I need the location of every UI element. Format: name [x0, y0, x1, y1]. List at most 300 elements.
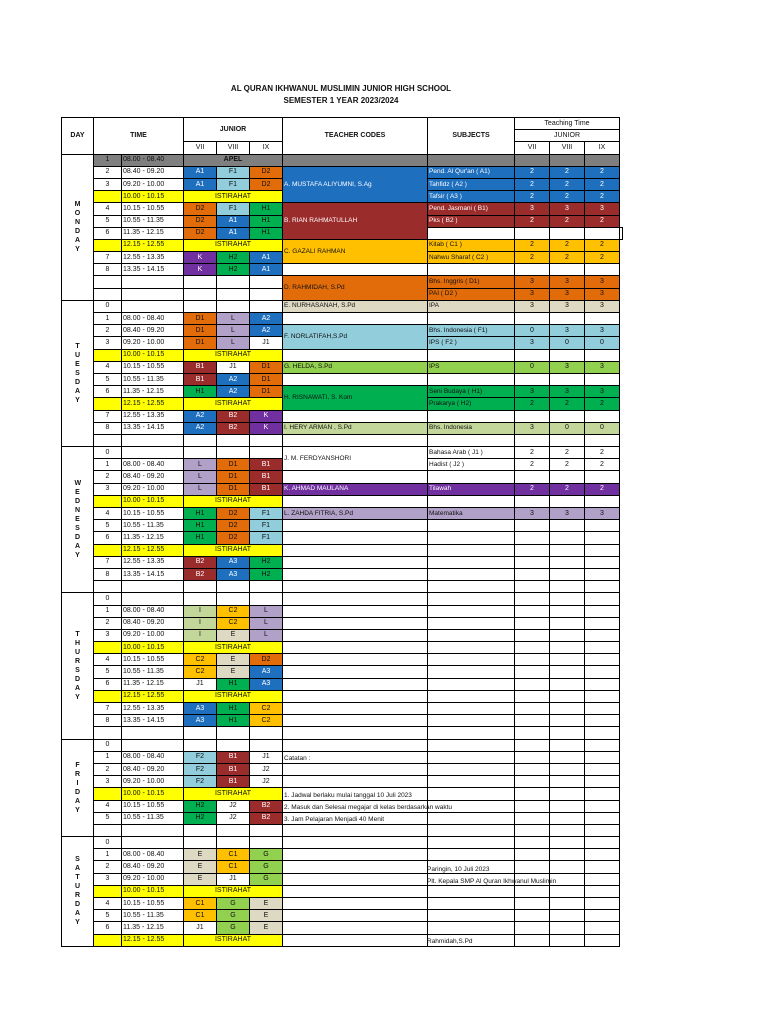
- teaching-hours: [550, 861, 585, 873]
- break-time: 10.00 - 10.15: [122, 788, 184, 800]
- class-cell: H2: [184, 800, 217, 812]
- teaching-hours: [515, 885, 550, 897]
- teaching-hours: [550, 495, 585, 507]
- schedule-row: [62, 922, 623, 934]
- class-cell: L: [217, 313, 250, 325]
- break-time: 12.15 - 12.55: [122, 398, 184, 410]
- class-cell: H2: [217, 264, 250, 276]
- teaching-hours: [550, 885, 585, 897]
- subject-cell: [428, 763, 515, 775]
- teaching-hours: 2: [515, 447, 550, 459]
- teaching-hours: [550, 678, 585, 690]
- schedule-row: [62, 300, 623, 312]
- class-cell: A2: [250, 313, 283, 325]
- class-cell: H1: [217, 715, 250, 727]
- class-cell: H2: [217, 252, 250, 264]
- teaching-hours: [550, 800, 585, 812]
- subject-cell: [428, 520, 515, 532]
- class-cell: J1: [184, 922, 217, 934]
- teacher-code: G. HELDA, S.Pd: [283, 361, 428, 373]
- period-time: 08.00 - 08.40: [122, 459, 184, 471]
- teaching-hours: [585, 788, 620, 800]
- teacher-code: A. MUSTAFA ALIYUMNI, S.Ag: [283, 166, 428, 203]
- schedule-row: [62, 568, 623, 580]
- subject-cell: [428, 264, 515, 276]
- subject-cell: Tafsir ( A3 ): [428, 191, 515, 203]
- teaching-hours: [550, 666, 585, 678]
- class-cell: L: [184, 483, 217, 495]
- class-cell: [217, 727, 250, 739]
- tt-viii-header: VIII: [550, 142, 585, 154]
- class-cell: F1: [250, 508, 283, 520]
- class-cell: E: [184, 849, 217, 861]
- class-cell: B2: [250, 812, 283, 824]
- period-number: 4: [94, 361, 122, 373]
- signature-place-date: Paringin, 10 Juli 2023: [427, 866, 490, 873]
- teaching-hours: 2: [550, 447, 585, 459]
- teaching-hours: 2: [550, 215, 585, 227]
- class-cell: A1: [184, 178, 217, 190]
- teacher-code: [283, 739, 428, 751]
- period-time: [122, 593, 184, 605]
- teaching-hours: 2: [585, 447, 620, 459]
- teaching-hours: [515, 910, 550, 922]
- teaching-hours: [550, 690, 585, 702]
- teaching-hours: 3: [515, 203, 550, 215]
- break-label: ISTIRAHAT: [184, 398, 283, 410]
- period-number: 0: [94, 739, 122, 751]
- schedule-row: [62, 593, 623, 605]
- period-number: 8: [94, 715, 122, 727]
- teaching-hours: 2: [515, 191, 550, 203]
- teaching-hours: [515, 934, 550, 946]
- period-number: [94, 690, 122, 702]
- teaching-hours: [550, 568, 585, 580]
- teaching-hours: [585, 556, 620, 568]
- teaching-hours: [515, 678, 550, 690]
- schedule-row: [62, 361, 623, 373]
- schedule-row: [62, 447, 623, 459]
- day-label: [62, 154, 94, 300]
- class-cell: D1: [184, 313, 217, 325]
- class-cell: L: [184, 471, 217, 483]
- class-cell: B1: [250, 483, 283, 495]
- class-cell: [217, 837, 250, 849]
- teaching-hours: 2: [515, 483, 550, 495]
- teaching-hours: [585, 349, 620, 361]
- teaching-hours: 3: [585, 361, 620, 373]
- schedule-row: [62, 434, 623, 446]
- schedule-row: [62, 349, 623, 361]
- subject-cell: Pks ( B2 ): [428, 215, 515, 227]
- class-cell: F2: [184, 763, 217, 775]
- teaching-hours: 3: [550, 276, 585, 288]
- header-fill: [283, 154, 428, 166]
- teaching-hours: [585, 861, 620, 873]
- period-number: 6: [94, 532, 122, 544]
- notes-heading: Catatan :: [284, 755, 311, 762]
- class-cell: A3: [184, 703, 217, 715]
- class-cell: [217, 434, 250, 446]
- period-number: 7: [94, 703, 122, 715]
- class-cell: [250, 300, 283, 312]
- period-time: 08.40 - 09.20: [122, 166, 184, 178]
- schedule-row: [62, 739, 623, 751]
- period-time: 10.15 - 10.55: [122, 508, 184, 520]
- class-cell: G: [250, 873, 283, 885]
- teaching-hours: [515, 727, 550, 739]
- teaching-hours: [550, 581, 585, 593]
- subject-cell: IPS ( F2 ): [428, 337, 515, 349]
- teaching-hours: [550, 520, 585, 532]
- teacher-code: [283, 471, 428, 483]
- teaching-hours: [585, 715, 620, 727]
- teaching-hours: [585, 313, 620, 325]
- break-label: ISTIRAHAT: [184, 690, 283, 702]
- period-time: 08.40 - 09.20: [122, 617, 184, 629]
- teaching-hours: 0: [550, 337, 585, 349]
- schedule-row: [62, 410, 623, 422]
- teacher-code: [283, 654, 428, 666]
- schedule-row: [62, 264, 623, 276]
- teaching-hours: 3: [550, 288, 585, 300]
- period-number: 5: [94, 812, 122, 824]
- period-time: 10.15 - 10.55: [122, 800, 184, 812]
- teaching-hours: [550, 264, 585, 276]
- teacher-code: [283, 898, 428, 910]
- teacher-code: L. ZAHDA FITRIA, S.Pd: [283, 508, 428, 520]
- class-cell: L: [184, 459, 217, 471]
- class-cell: [184, 276, 217, 288]
- class-cell: B2: [184, 556, 217, 568]
- teaching-hours: [515, 556, 550, 568]
- class-cell: [184, 727, 217, 739]
- teaching-hours: [550, 727, 585, 739]
- break-time: 10.00 - 10.15: [122, 349, 184, 361]
- header-row-1: [62, 118, 623, 130]
- class-cell: G: [217, 922, 250, 934]
- subject-cell: [428, 910, 515, 922]
- schedule-row: [62, 776, 623, 788]
- period-time: 13.35 - 14.15: [122, 422, 184, 434]
- period-number: 5: [94, 910, 122, 922]
- subject-cell: [428, 349, 515, 361]
- class-cell: [184, 434, 217, 446]
- teaching-hours: 2: [585, 239, 620, 251]
- header-fill: [585, 154, 620, 166]
- teaching-hours: [550, 605, 585, 617]
- class-cell: F1: [217, 166, 250, 178]
- teaching-hours: [515, 581, 550, 593]
- teaching-hours: 2: [550, 252, 585, 264]
- schedule-row: [62, 325, 623, 337]
- teaching-hours: [515, 520, 550, 532]
- subject-cell: [428, 715, 515, 727]
- break-label: ISTIRAHAT: [184, 239, 283, 251]
- period-time: 10.15 - 10.55: [122, 361, 184, 373]
- teaching-hours: [515, 763, 550, 775]
- teaching-hours: [515, 605, 550, 617]
- teaching-hours: [585, 617, 620, 629]
- teaching-hours: [550, 776, 585, 788]
- teaching-hours: 0: [585, 422, 620, 434]
- teaching-hours: [585, 581, 620, 593]
- teaching-hours: [515, 617, 550, 629]
- schedule-row: [62, 386, 623, 398]
- period-time: 10.55 - 11.35: [122, 812, 184, 824]
- teaching-hours: [550, 788, 585, 800]
- schedule-row: [62, 373, 623, 385]
- teacher-code: [283, 763, 428, 775]
- teaching-hours: 2: [585, 483, 620, 495]
- teaching-hours: [585, 593, 620, 605]
- break-time: 10.00 - 10.15: [122, 191, 184, 203]
- tt-vii-header: VII: [515, 142, 550, 154]
- teaching-hours: 3: [550, 300, 585, 312]
- class-cell: [184, 824, 217, 836]
- class-cell: I: [184, 629, 217, 641]
- subject-cell: [428, 849, 515, 861]
- teaching-hours: 3: [515, 422, 550, 434]
- period-time: 11.35 - 12.15: [122, 532, 184, 544]
- subject-cell: Pend. Al Qur'an ( A1): [428, 166, 515, 178]
- teacher-code: H. RISNAWATI, S. Kom: [283, 386, 428, 410]
- period-time: 08.40 - 09.20: [122, 861, 184, 873]
- teaching-hours: [515, 373, 550, 385]
- teacher-code: F. NORLATIFAH,S.Pd: [283, 325, 428, 349]
- class-cell: [250, 739, 283, 751]
- teaching-hours: 0: [515, 325, 550, 337]
- class-cell: H1: [184, 508, 217, 520]
- teacher-code: [283, 873, 428, 885]
- teaching-hours: [550, 227, 585, 239]
- schedule-row: [62, 239, 623, 251]
- period-time: 10.15 - 10.55: [122, 654, 184, 666]
- period-time: 10.55 - 11.35: [122, 520, 184, 532]
- period-time: 10.55 - 11.35: [122, 373, 184, 385]
- schedule-row: [62, 898, 623, 910]
- period-number: 7: [94, 556, 122, 568]
- teacher-code: [283, 824, 428, 836]
- period-number: 6: [94, 386, 122, 398]
- teaching-hours: [550, 617, 585, 629]
- schedule-row: [62, 703, 623, 715]
- schedule-row: [62, 763, 623, 775]
- teaching-hours: 2: [550, 459, 585, 471]
- teaching-hours: [585, 264, 620, 276]
- schedule-row: [62, 581, 623, 593]
- teaching-hours: [585, 824, 620, 836]
- period-number: 0: [94, 593, 122, 605]
- period-time: 10.55 - 11.35: [122, 666, 184, 678]
- signature-position: Plt. Kepala SMP Al Quran Ikhwanul Muslimin: [427, 878, 557, 885]
- period-number: 3: [94, 776, 122, 788]
- class-cell: [217, 300, 250, 312]
- teaching-hours: [515, 751, 550, 763]
- teaching-hours: [550, 837, 585, 849]
- class-cell: C2: [250, 715, 283, 727]
- teacher-code: [283, 922, 428, 934]
- teaching-hours: [515, 313, 550, 325]
- class-cell: B1: [250, 459, 283, 471]
- class-cell: J1: [217, 361, 250, 373]
- period-number: 4: [94, 203, 122, 215]
- period-time: 10.55 - 11.35: [122, 215, 184, 227]
- note-item-1: 1. Jadwal berlaku mulai tanggal 10 Juli 2023: [284, 792, 412, 799]
- teaching-hours: 2: [515, 252, 550, 264]
- teaching-hours: [550, 751, 585, 763]
- schedule-row: [62, 617, 623, 629]
- teaching-hours: [585, 410, 620, 422]
- teacher-code: [283, 544, 428, 556]
- teaching-hours: 2: [550, 483, 585, 495]
- class-cell: D1: [250, 361, 283, 373]
- period-number: [94, 288, 122, 300]
- break-time: 10.00 - 10.15: [122, 885, 184, 897]
- class-cell: B2: [184, 568, 217, 580]
- subject-cell: Bhs. Indonesia: [428, 422, 515, 434]
- teaching-hours: [550, 654, 585, 666]
- class-cell: D2: [250, 178, 283, 190]
- class-cell: L: [250, 629, 283, 641]
- teaching-hours: 3: [550, 386, 585, 398]
- class-cell: B2: [250, 800, 283, 812]
- class-cell: [217, 593, 250, 605]
- class-cell: E: [217, 629, 250, 641]
- class-cell: [184, 593, 217, 605]
- subject-cell: [428, 434, 515, 446]
- period-time: 10.15 - 10.55: [122, 898, 184, 910]
- teaching-hours: [550, 313, 585, 325]
- teaching-hours: [515, 434, 550, 446]
- break-time: 12.15 - 12.55: [122, 544, 184, 556]
- teaching-hours: [515, 349, 550, 361]
- schedule-row: [62, 605, 623, 617]
- class-cell: A3: [250, 678, 283, 690]
- signature-name: Rahmidah,S.Pd: [427, 938, 473, 945]
- class-cell: F1: [250, 532, 283, 544]
- teaching-hours: [515, 642, 550, 654]
- teaching-hours: 3: [585, 508, 620, 520]
- teaching-hours: 2: [585, 398, 620, 410]
- teaching-hours: [515, 776, 550, 788]
- schedule-row: [62, 849, 623, 861]
- tt-ix-header: IX: [585, 142, 620, 154]
- class-viii-header: VIII: [217, 142, 250, 154]
- teaching-hours: 2: [550, 166, 585, 178]
- schedule-row: [62, 824, 623, 836]
- class-ix-header: IX: [250, 142, 283, 154]
- teaching-hours: [585, 690, 620, 702]
- period-number: [94, 239, 122, 251]
- teacher-code: [283, 678, 428, 690]
- period-number: 1: [94, 313, 122, 325]
- teaching-hours: [550, 703, 585, 715]
- teaching-hours: 3: [585, 288, 620, 300]
- class-cell: A1: [184, 166, 217, 178]
- teaching-hours: [585, 495, 620, 507]
- period-time: 08.40 - 09.20: [122, 471, 184, 483]
- class-cell: B1: [184, 361, 217, 373]
- class-cell: D2: [184, 203, 217, 215]
- class-cell: E: [250, 922, 283, 934]
- day-header: DAY: [62, 118, 94, 155]
- period-number: 6: [94, 227, 122, 239]
- teacher-code: [283, 910, 428, 922]
- teaching-hours: 2: [550, 398, 585, 410]
- day-label: [62, 447, 94, 593]
- period-time: [122, 434, 184, 446]
- teacher-code: [283, 934, 428, 946]
- class-cell: K: [184, 252, 217, 264]
- teaching-hours: 3: [515, 300, 550, 312]
- subject-cell: Bhs. Indonesia ( F1): [428, 325, 515, 337]
- period-number: 4: [94, 898, 122, 910]
- break-label: ISTIRAHAT: [184, 642, 283, 654]
- period-number: 4: [94, 508, 122, 520]
- period-number: [94, 885, 122, 897]
- teaching-hours: [550, 434, 585, 446]
- subject-cell: [428, 703, 515, 715]
- teaching-hours: 3: [585, 203, 620, 215]
- teaching-hours: [515, 739, 550, 751]
- class-cell: D1: [184, 337, 217, 349]
- teacher-code: [283, 532, 428, 544]
- class-cell: H2: [184, 812, 217, 824]
- teaching-hours: [585, 532, 620, 544]
- period-number: [94, 398, 122, 410]
- subject-cell: [428, 837, 515, 849]
- period-time: [122, 447, 184, 459]
- class-cell: G: [217, 898, 250, 910]
- teaching-hours: [585, 544, 620, 556]
- subject-cell: Nahwu Sharaf ( C2 ): [428, 252, 515, 264]
- teaching-hours: 2: [550, 178, 585, 190]
- period-time: 13.35 - 14.15: [122, 264, 184, 276]
- teaching-hours: 3: [585, 276, 620, 288]
- class-cell: [184, 447, 217, 459]
- class-cell: C2: [250, 703, 283, 715]
- class-cell: D2: [217, 532, 250, 544]
- teaching-hours: [550, 922, 585, 934]
- class-cell: [217, 288, 250, 300]
- teaching-hours: 2: [515, 398, 550, 410]
- period-number: 3: [94, 483, 122, 495]
- day-name: FRIDAY: [74, 761, 81, 814]
- teacher-code: [283, 556, 428, 568]
- period-number: 5: [94, 215, 122, 227]
- teaching-hours: [515, 495, 550, 507]
- class-cell: C1: [184, 910, 217, 922]
- class-cell: A1: [217, 215, 250, 227]
- teacher-code: J. M. FERDYANSHORI: [283, 447, 428, 471]
- teaching-hours: [515, 666, 550, 678]
- teacher-code: [283, 690, 428, 702]
- day-label: [62, 593, 94, 739]
- teacher-code: B. RIAN RAHMATULLAH: [283, 203, 428, 240]
- subject-cell: Tilawah: [428, 483, 515, 495]
- class-cell: C1: [184, 898, 217, 910]
- schedule-row: [62, 203, 623, 215]
- class-cell: J2: [217, 800, 250, 812]
- day-name: SATURDAY: [74, 856, 81, 927]
- teaching-hours: [515, 703, 550, 715]
- class-cell: J1: [184, 678, 217, 690]
- class-cell: [250, 581, 283, 593]
- subject-cell: [428, 922, 515, 934]
- class-cell: F1: [217, 178, 250, 190]
- teaching-hours: [515, 922, 550, 934]
